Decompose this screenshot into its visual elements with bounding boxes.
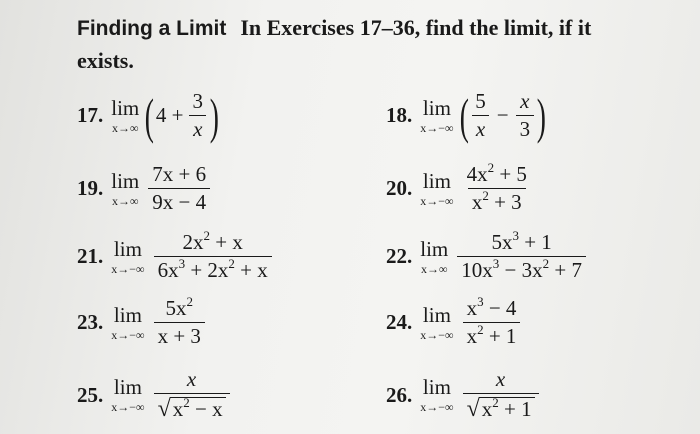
limit-operator: lim x→−∞ bbox=[111, 375, 145, 415]
limit-operator: lim x→−∞ bbox=[420, 95, 454, 135]
limit-operator: lim x→−∞ bbox=[111, 302, 145, 342]
exercise-header bbox=[77, 12, 687, 77]
expression: $\frac{5x^2}{x + 3}$ bbox=[154, 297, 205, 348]
exercise-number: 26. bbox=[386, 382, 413, 407]
exercise-20 bbox=[386, 160, 534, 215]
exercise-26 bbox=[386, 368, 542, 422]
expression: $\frac{x^3 - 4}{x^2 + 1}$ bbox=[463, 297, 521, 348]
exercise-number: 18. bbox=[386, 103, 413, 128]
exercise-22 bbox=[386, 228, 589, 283]
exercise-25 bbox=[77, 368, 233, 422]
exercise-number: 19. bbox=[77, 176, 104, 201]
expression: $\frac{2x^2 + x}{6x^3 + 2x^2 + x}$ bbox=[154, 231, 272, 282]
expression: $\frac{7x + 6}{9x - 4}$ bbox=[148, 163, 210, 214]
exercise-number: 23. bbox=[77, 310, 104, 335]
section-title: Finding a Limit bbox=[77, 17, 227, 40]
expression: $\frac{5x^3 + 1}{10x^3 - 3x^2 + 7}$ bbox=[457, 231, 586, 282]
square-root-symbol: √ bbox=[466, 396, 480, 423]
exercise-number: 21. bbox=[77, 244, 104, 269]
instructions-continued: exists. bbox=[77, 48, 134, 73]
exercise-23 bbox=[77, 294, 208, 349]
expression: x √ $x^2 - x$ bbox=[154, 368, 230, 422]
expression: $\frac{4x^2 + 5}{x^2 + 3}$ bbox=[466, 160, 527, 215]
limit-operator: lim x→−∞ bbox=[111, 236, 145, 276]
exercise-number: 24. bbox=[386, 310, 413, 335]
limit-operator: lim x→∞ bbox=[111, 95, 140, 135]
exercise-number: 20. bbox=[386, 176, 413, 201]
exercise-18 bbox=[386, 87, 546, 144]
limit-operator: lim x→−∞ bbox=[420, 375, 454, 415]
exercise-number: 17. bbox=[77, 103, 104, 128]
exercise-17 bbox=[77, 87, 219, 144]
limit-operator: lim x→∞ bbox=[420, 236, 449, 276]
exercise-21 bbox=[77, 228, 275, 283]
instructions: In Exercises 17–36, find the limit, if it bbox=[240, 15, 592, 40]
limit-operator: lim x→−∞ bbox=[420, 302, 454, 342]
exercise-24 bbox=[386, 294, 523, 349]
expression: ( $\frac{5}{x}$ − $\frac{x}{3}$ ) bbox=[459, 87, 546, 144]
limit-operator: lim x→∞ bbox=[111, 168, 140, 208]
exercise-19 bbox=[77, 163, 213, 214]
square-root-symbol: √ bbox=[157, 396, 171, 423]
expression: ( 4 + $\frac{3}{x}$ ) bbox=[145, 87, 219, 144]
exercise-number: 25. bbox=[77, 382, 104, 407]
expression: x √ $x^2 + 1$ bbox=[463, 368, 539, 422]
limit-operator: lim x→−∞ bbox=[420, 168, 454, 208]
exercise-number: 22. bbox=[386, 244, 413, 269]
